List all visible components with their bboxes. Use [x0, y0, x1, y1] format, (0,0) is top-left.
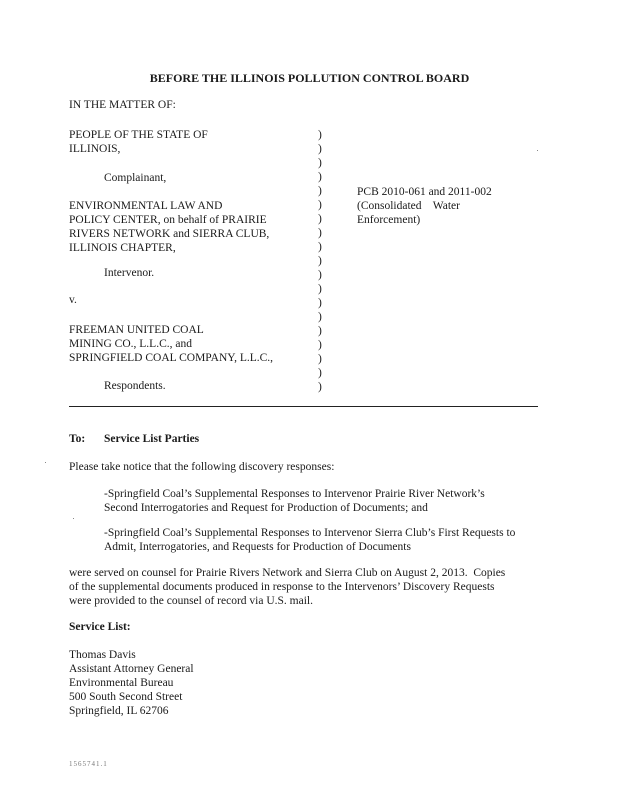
served-paragraph-line-3: were provided to the counsel of record via U.S. mail. [69, 595, 313, 607]
case-number-line-1: PCB 2010-061 and 2011-002 [357, 186, 492, 198]
paren: ) [318, 143, 322, 155]
served-paragraph-line-1: were served on counsel for Prairie Rivers Network and Sierra Club on August 2, 2013. Copies [69, 567, 506, 579]
intervenor-name-line-3: RIVERS NETWORK and SIERRA CLUB, [69, 228, 270, 240]
complainant-name-line-2: ILLINOIS, [69, 143, 121, 155]
paren: ) [318, 255, 322, 267]
paren: ) [318, 185, 322, 197]
case-number-line-3: Enforcement) [357, 214, 421, 226]
address-line-5: Springfield, IL 62706 [69, 705, 169, 717]
complainant-role: Complainant, [104, 172, 167, 184]
case-number-line-2: (Consolidated Water [357, 200, 460, 212]
respondent-name-line-2: MINING CO., L.L.C., and [69, 338, 192, 350]
response-1-line-1: -Springfield Coal’s Supplemental Responses to Intervenor Prairie River Network’s [104, 488, 485, 500]
paren: ) [318, 227, 322, 239]
paren: ) [318, 381, 322, 393]
paren: ) [318, 339, 322, 351]
respondent-name-line-3: SPRINGFIELD COAL COMPANY, L.L.C., [69, 352, 274, 364]
to-value: Service List Parties [104, 433, 200, 445]
in-the-matter-label: IN THE MATTER OF: [69, 99, 176, 111]
paren: ) [318, 241, 322, 253]
scan-speck [45, 462, 46, 463]
scan-speck [537, 150, 538, 151]
paren: ) [318, 311, 322, 323]
response-2-line-2: Admit, Interrogatories, and Requests for Production of Documents [104, 541, 411, 553]
footer-document-code: 1565741.1 [69, 760, 108, 768]
versus-label: v. [69, 294, 77, 306]
intervenor-role: Intervenor. [104, 267, 155, 279]
page-title: BEFORE THE ILLINOIS POLLUTION CONTROL BOARD [149, 71, 470, 85]
scan-speck [73, 518, 74, 519]
address-line-1: Thomas Davis [69, 649, 136, 661]
paren: ) [318, 213, 322, 225]
served-paragraph-line-2: of the supplemental documents produced in response to the Intervenors’ Discovery Requests [69, 581, 495, 593]
intervenor-name-line-2: POLICY CENTER, on behalf of PRAIRIE [69, 214, 267, 226]
paren: ) [318, 283, 322, 295]
paren: ) [318, 199, 322, 211]
paren: ) [318, 157, 322, 169]
intervenor-name-line-1: ENVIRONMENTAL LAW AND [69, 200, 223, 212]
paren: ) [318, 367, 322, 379]
notice-intro: Please take notice that the following discovery responses: [69, 461, 335, 473]
paren: ) [318, 325, 322, 337]
address-line-4: 500 South Second Street [69, 691, 183, 703]
respondent-role: Respondents. [104, 380, 166, 392]
paren: ) [318, 171, 322, 183]
intervenor-name-line-4: ILLINOIS CHAPTER, [69, 242, 176, 254]
paren: ) [318, 129, 322, 141]
complainant-name-line-1: PEOPLE OF THE STATE OF [69, 129, 208, 141]
service-list-label: Service List: [69, 621, 131, 633]
paren: ) [318, 297, 322, 309]
caption-paren-column [318, 128, 326, 394]
address-line-3: Environmental Bureau [69, 677, 174, 689]
paren: ) [318, 269, 322, 281]
address-line-2: Assistant Attorney General [69, 663, 194, 675]
response-1-line-2: Second Interrogatories and Request for Production of Documents; and [104, 502, 428, 514]
to-label: To: [69, 433, 86, 445]
respondent-name-line-1: FREEMAN UNITED COAL [69, 324, 204, 336]
response-2-line-1: -Springfield Coal’s Supplemental Responses to Intervenor Sierra Club’s First Requests to [104, 527, 516, 539]
paren: ) [318, 353, 322, 365]
caption-divider [69, 406, 538, 407]
